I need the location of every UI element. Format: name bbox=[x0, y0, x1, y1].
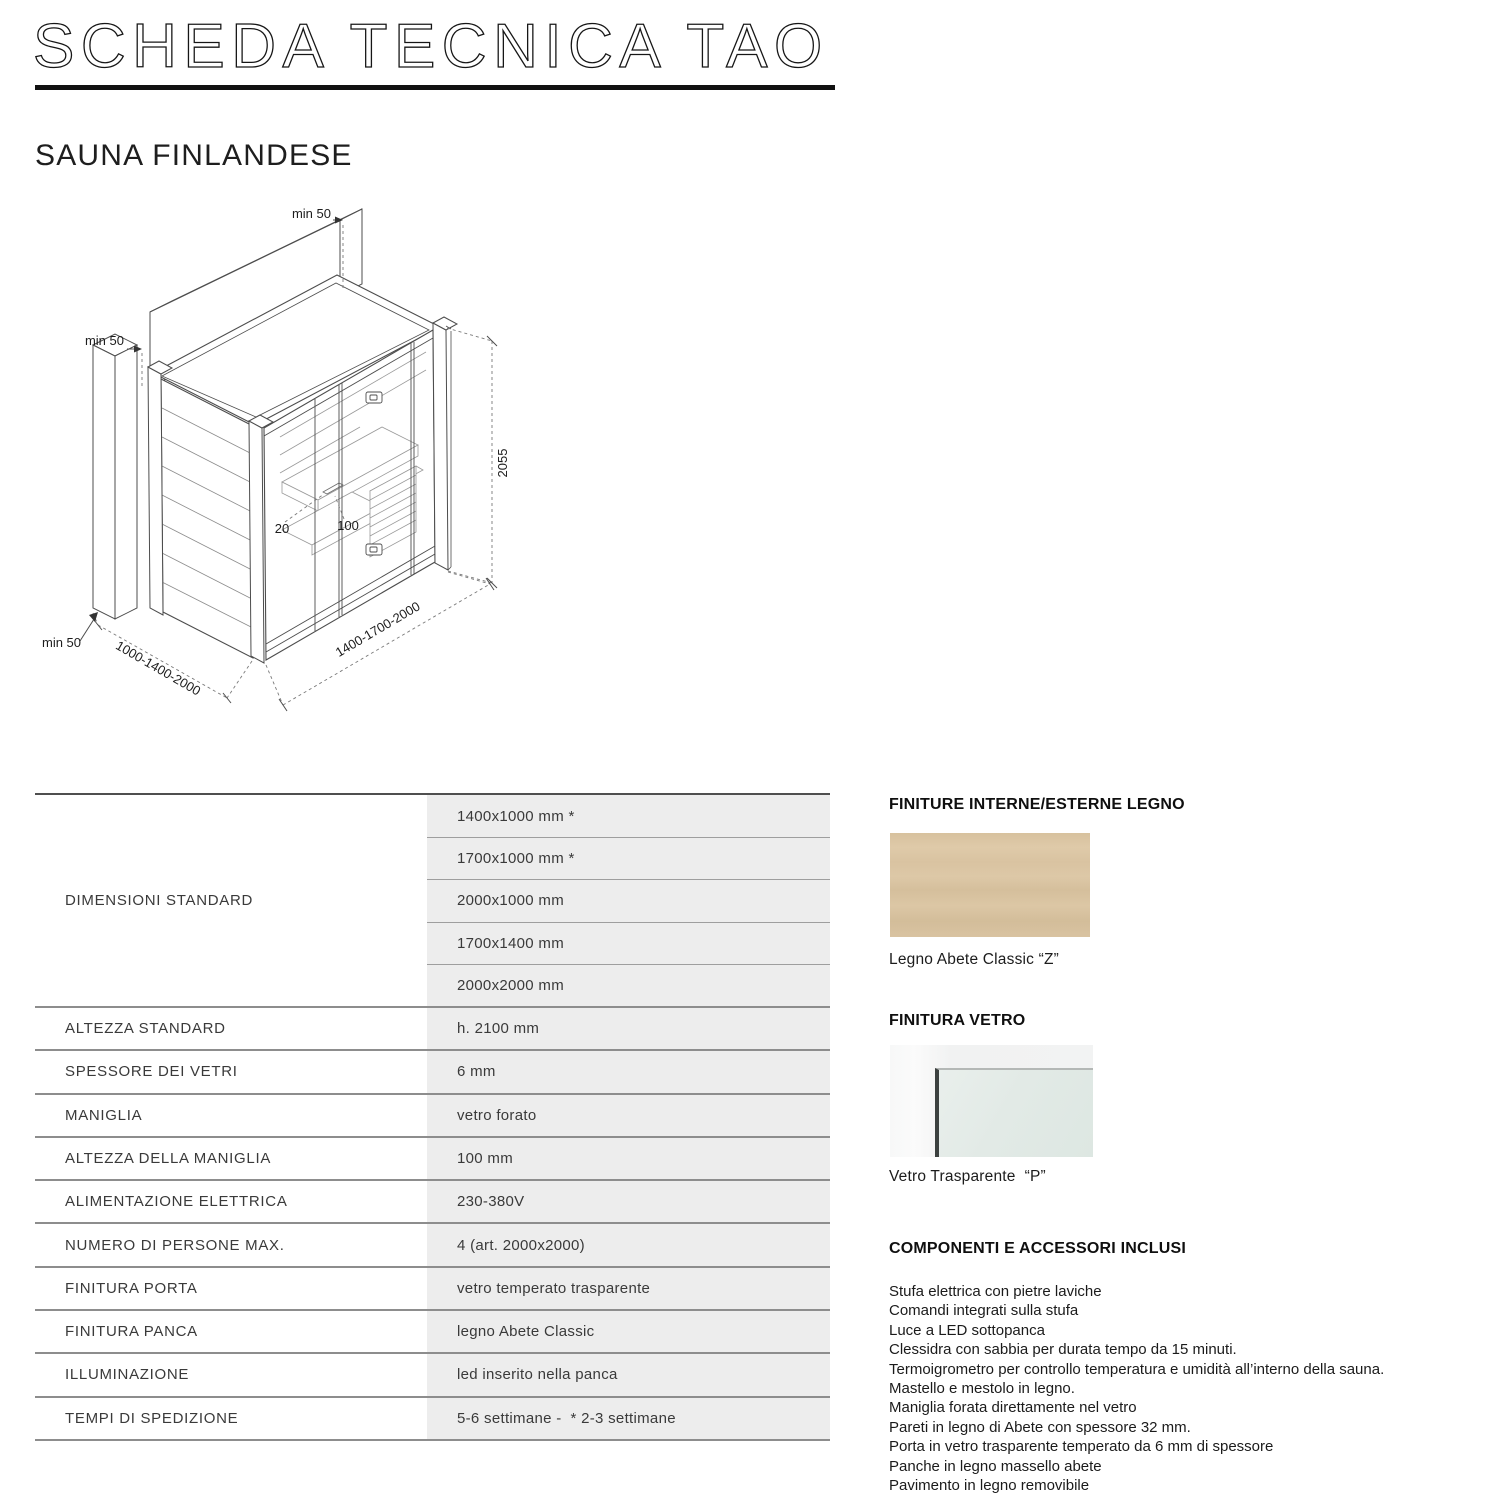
row-label: ALTEZZA STANDARD bbox=[65, 1020, 226, 1038]
wood-finish-heading: FINITURE INTERNE/ESTERNE LEGNO bbox=[889, 796, 1185, 813]
glass-finish-caption: Vetro Trasparente “P” bbox=[889, 1168, 1046, 1185]
dim-height-2055: 2055 bbox=[495, 448, 510, 478]
table-row bbox=[35, 1396, 830, 1439]
dimension-value: 1400x1000 mm * bbox=[457, 807, 575, 825]
row-value: 5-6 settimane - * 2-3 settimane bbox=[427, 1398, 830, 1439]
row-label: TEMPI DI SPEDIZIONE bbox=[65, 1409, 239, 1427]
page-subtitle: SAUNA FINLANDESE bbox=[35, 139, 353, 172]
component-item: Clessidra con sabbia per durata tempo da 15 minuti. bbox=[889, 1341, 1237, 1359]
row-value: vetro forato bbox=[427, 1095, 830, 1136]
sauna-technical-drawing bbox=[30, 195, 560, 785]
table-row bbox=[35, 1049, 830, 1092]
row-value: led inserito nella panca bbox=[427, 1354, 830, 1395]
dimension-value: 1700x1000 mm * bbox=[427, 837, 830, 879]
glass-pane-image bbox=[935, 1068, 1093, 1157]
dim-depth-range: 1000-1400-2000 bbox=[113, 637, 204, 699]
table-row bbox=[35, 1352, 830, 1395]
row-value: 100 mm bbox=[427, 1138, 830, 1179]
component-item: Mastello e mestolo in legno. bbox=[889, 1380, 1075, 1398]
row-label: ILLUMINAZIONE bbox=[65, 1366, 190, 1384]
row-label: FINITURA PORTA bbox=[65, 1279, 198, 1297]
wood-finish-caption: Legno Abete Classic “Z” bbox=[889, 951, 1060, 968]
row-label: SPESSORE DEI VETRI bbox=[65, 1063, 238, 1081]
dimension-values bbox=[427, 795, 830, 1006]
component-item: Porta in vetro trasparente temperato da 6 mm di spessore bbox=[889, 1438, 1274, 1456]
table-row bbox=[35, 1222, 830, 1265]
row-value: 230-380V bbox=[427, 1181, 830, 1222]
row-value: 4 (art. 2000x2000) bbox=[427, 1224, 830, 1265]
components-list bbox=[889, 1282, 1384, 1495]
row-label: ALTEZZA DELLA MANIGLIA bbox=[65, 1149, 272, 1167]
page-title: SCHEDA TECNICA TAO bbox=[33, 12, 829, 81]
dim-min50-bottom: min 50 bbox=[42, 635, 82, 650]
component-item: Maniglia forata direttamente nel vetro bbox=[889, 1399, 1137, 1417]
row-label: FINITURA PANCA bbox=[65, 1323, 198, 1341]
table-row bbox=[35, 1006, 830, 1049]
component-item: Termoigrometro per controllo temperatura e umidità all’interno della sauna. bbox=[889, 1360, 1385, 1378]
spec-table bbox=[35, 793, 830, 1441]
dim-handle-height: 100 bbox=[337, 518, 359, 533]
components-heading: COMPONENTI E ACCESSORI INCLUSI bbox=[889, 1240, 1186, 1257]
component-item: Stufa elettrica con pietre laviche bbox=[889, 1283, 1102, 1300]
table-row bbox=[35, 1093, 830, 1136]
dim-min50-left: min 50 bbox=[84, 333, 124, 348]
component-item: Comandi integrati sulla stufa bbox=[889, 1302, 1079, 1320]
row-label: MANIGLIA bbox=[65, 1106, 143, 1124]
table-row-dimensions bbox=[35, 795, 830, 1006]
table-row bbox=[35, 1179, 830, 1222]
component-item: Pavimento in legno removibile bbox=[889, 1477, 1090, 1495]
dim-width-range: 1400-1700-2000 bbox=[332, 598, 423, 660]
dimension-value: 1700x1400 mm bbox=[427, 922, 830, 964]
dim-min50-top: min 50 bbox=[291, 206, 331, 221]
row-value: 6 mm bbox=[427, 1051, 830, 1092]
glass-finish-heading: FINITURA VETRO bbox=[889, 1012, 1026, 1029]
glass-finish-swatch bbox=[890, 1045, 1093, 1157]
row-label: DIMENSIONI STANDARD bbox=[65, 891, 254, 909]
row-value: legno Abete Classic bbox=[427, 1311, 830, 1352]
dimension-value: 2000x1000 mm bbox=[427, 879, 830, 921]
dimension-value: 2000x2000 mm bbox=[427, 964, 830, 1006]
dim-led-offset: 20 bbox=[274, 521, 290, 536]
component-item: Luce a LED sottopanca bbox=[889, 1321, 1045, 1339]
component-item: Panche in legno massello abete bbox=[889, 1457, 1102, 1475]
left-wall-column bbox=[93, 334, 137, 619]
wood-finish-swatch bbox=[890, 833, 1090, 937]
title-underline bbox=[35, 85, 835, 90]
row-value: h. 2100 mm bbox=[427, 1008, 830, 1049]
table-row bbox=[35, 1136, 830, 1179]
row-value: vetro temperato trasparente bbox=[427, 1268, 830, 1309]
row-label: NUMERO DI PERSONE MAX. bbox=[65, 1236, 285, 1254]
component-item: Pareti in legno di Abete con spessore 32 mm. bbox=[889, 1418, 1191, 1436]
row-label: ALIMENTAZIONE ELETTRICA bbox=[65, 1193, 288, 1211]
table-row bbox=[35, 1266, 830, 1309]
table-row bbox=[35, 1309, 830, 1352]
